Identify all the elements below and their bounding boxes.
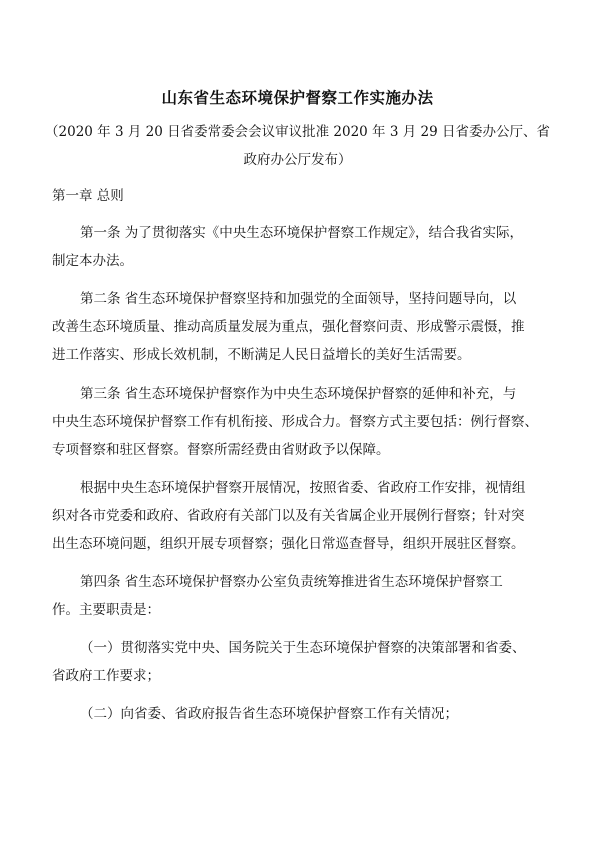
paragraph-line: 第一条 为了贯彻落实《中央生态环境保护督察工作规定》，结合我省实际，: [80, 225, 524, 241]
chapter-heading: 第一章 总则: [52, 188, 124, 204]
paragraph-line: 专项督察和驻区督察。督察所需经费由省财政予以保障。: [52, 442, 390, 458]
paragraph-line: （一）贯彻落实党中央、国务院关于生态环境保护督察的决策部署和省委、: [80, 640, 526, 656]
source-line: （2020 年 3 月 20 日省委常委会会议审议批准 2020 年 3 月 29 日省委办公厅、省: [45, 124, 550, 140]
paragraph-line: 出生态环境问题，组织开展专项督察；强化日常巡查督导，组织开展驻区督察。: [52, 536, 525, 552]
paragraph-line: 省政府工作要求；: [52, 668, 160, 684]
paragraph-line: 第三条 省生态环境保护督察作为中央生态环境保护督察的延伸和补充，与: [80, 386, 517, 402]
paragraph-line: 织对各市党委和政府、省政府有关部门以及有关省属企业开展例行督察；针对突: [52, 508, 525, 524]
paragraph-line: 作。主要职责是：: [52, 602, 160, 618]
source-line: 政府办公厅发布）: [243, 152, 352, 168]
paragraph-line: 制定本办法。: [52, 253, 133, 269]
paragraph-line: 第二条 省生态环境保护督察坚持和加强党的全面领导，坚持问题导向，以: [80, 291, 517, 307]
paragraph-line: 根据中央生态环境保护督察开展情况，按照省委、省政府工作安排，视情组: [80, 480, 526, 496]
paragraph-line: 改善生态环境质量、推动高质量发展为重点，强化督察问责、形成警示震慑，推: [52, 319, 525, 335]
paragraph-line: （二）向省委、省政府报告省生态环境保护督察工作有关情况；: [80, 706, 458, 722]
paragraph-line: 中央生态环境保护督察工作有机衔接、形成合力。督察方式主要包括：例行督察、: [52, 414, 538, 430]
paragraph-line: 第四条 省生态环境保护督察办公室负责统筹推进省生态环境保护督察工: [80, 574, 503, 590]
paragraph-line: 进工作落实、形成长效机制，不断满足人民日益增长的美好生活需要。: [52, 347, 471, 363]
document-title: 山东省生态环境保护督察工作实施办法: [161, 89, 434, 107]
